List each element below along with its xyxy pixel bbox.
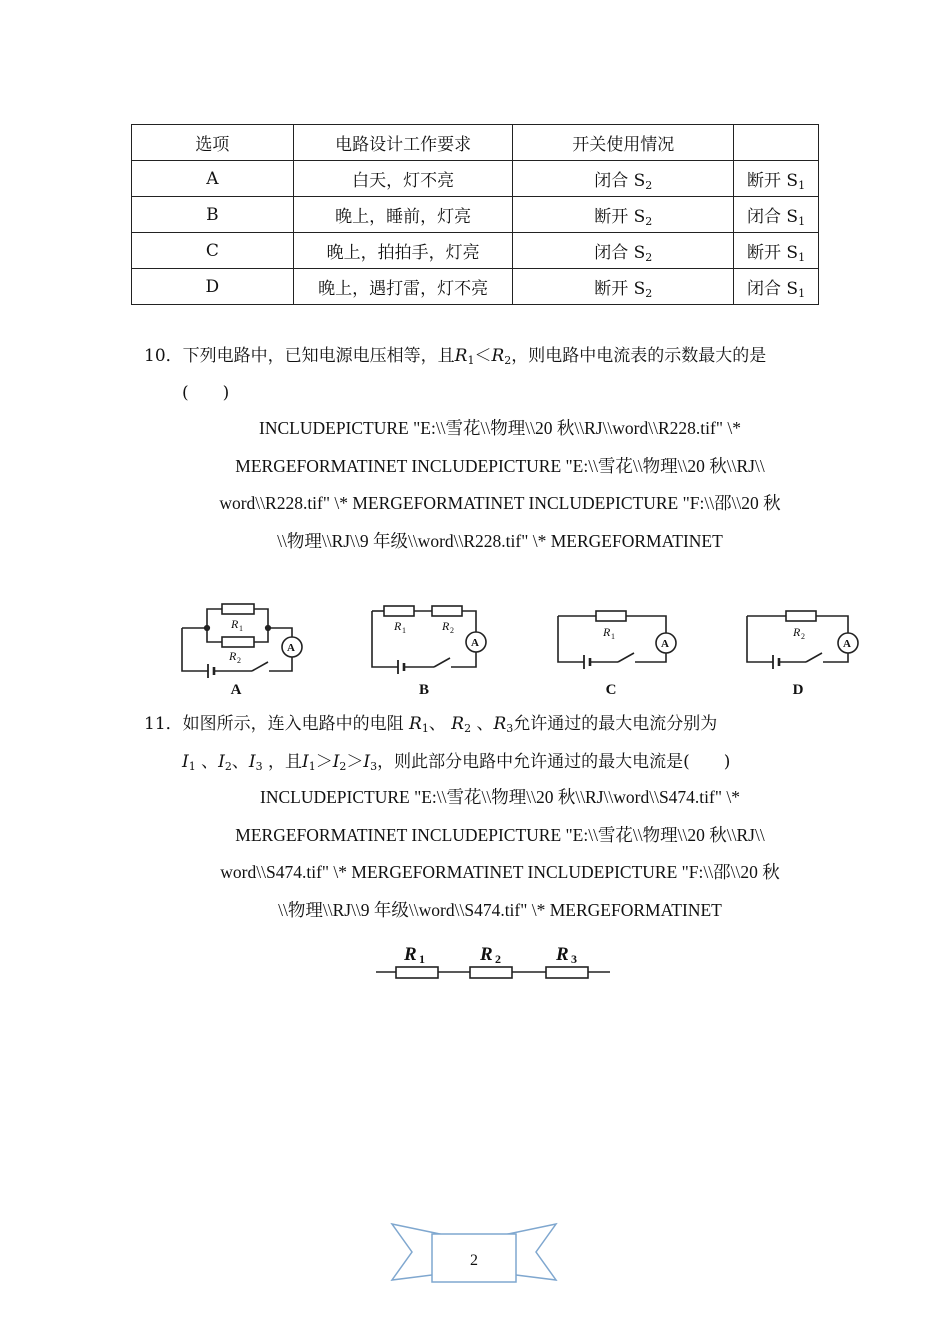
question-11-text: 11．如图所示，连入电路中的电阻 $R_1$、 $R_2$ 、$R_3$允许通过的最大电流分别为 <box>144 714 718 735</box>
switch-s2-cell: 断开 $S_2$ <box>513 197 734 233</box>
question-10-text: 10．下列电路中，已知电源电压相等，且$R_1<R_2$，则电路中电流表的示数最大的是 <box>144 346 767 367</box>
switch-s2-cell: 断开 $S_2$ <box>513 269 734 305</box>
requirement-cell: 白天，灯不亮 <box>293 161 513 197</box>
option-cell: D <box>132 269 294 305</box>
switch-s1-cell: 断开 $S_1$ <box>734 233 819 269</box>
svg-text:3: 3 <box>571 952 577 966</box>
resistor-subscript: 1 <box>611 632 615 641</box>
resistor-subscript: 2 <box>801 632 805 641</box>
ammeter-label: A <box>843 638 851 650</box>
resistor-subscript: 1 <box>239 624 243 633</box>
table-header-row <box>132 125 819 161</box>
include-line: INCLUDEPICTURE "E:\\雪花\\物理\\20 秋\\RJ\\word\\R228.tif" \* <box>259 418 741 438</box>
page-number-ribbon <box>390 1220 558 1286</box>
switch-s2-cell: 闭合 $S_2$ <box>513 233 734 269</box>
circuit-label: D <box>792 682 804 698</box>
page-number: 2 <box>470 1252 478 1269</box>
resistor-label: R <box>442 619 450 633</box>
resistor-label: R <box>394 619 402 633</box>
include-line: \\物理\\RJ\\9 年级\\word\\S474.tif" \* MERGEFORMATINET <box>278 899 722 920</box>
resistor-subscript: 2 <box>495 952 501 966</box>
option-cell: A <box>132 161 294 197</box>
requirement-cell: 晚上，遇打雷，灯不亮 <box>293 269 513 305</box>
option-cell: B <box>132 197 294 233</box>
switch-s1-cell: 闭合 $S_1$ <box>734 197 819 233</box>
resistor-label: R <box>231 617 239 631</box>
circuit-b <box>372 606 486 674</box>
table-row <box>132 197 819 233</box>
q10-circuit-diagrams <box>170 596 870 700</box>
table-header-cell: 选项 <box>132 125 294 161</box>
table-header-cell: 开关使用情况 <box>513 125 734 161</box>
include-line: MERGEFORMATINET INCLUDEPICTURE "E:\\雪花\\物理\\20 秋\\RJ\\ <box>235 824 765 845</box>
table-row <box>132 233 819 269</box>
resistor-label: R <box>603 625 611 639</box>
resistor-label: R <box>229 649 237 663</box>
include-line: word\\S474.tif" \* MERGEFORMATINET INCLUDEPICTURE "F:\\邵\\20 秋 <box>220 862 780 882</box>
include-line: \\物理\\RJ\\9 年级\\word\\R228.tif" \* MERGEFORMATINET <box>277 530 723 551</box>
switch-s2-cell: 闭合 $S_2$ <box>513 161 734 197</box>
requirement-cell: 晚上，睡前，灯亮 <box>293 197 513 233</box>
switch-s1-cell: 断开 $S_1$ <box>734 161 819 197</box>
resistor-label: R <box>556 944 569 965</box>
circuit-label: B <box>418 682 430 698</box>
table-header-cell: 电路设计工作要求 <box>293 125 513 161</box>
resistor-label: R <box>404 944 417 965</box>
circuit-label: C <box>605 682 617 698</box>
ammeter-label: A <box>471 637 479 649</box>
question-10-paren: ( ) <box>182 383 230 403</box>
requirement-cell: 晚上，拍拍手，灯亮 <box>293 233 513 269</box>
q10-include-field <box>170 410 830 560</box>
table-row <box>132 161 819 197</box>
option-cell: C <box>132 233 294 269</box>
resistor-label: R <box>480 944 493 965</box>
circuit-label: A <box>230 682 242 698</box>
circuit-a <box>182 604 302 678</box>
q11-resistor-series <box>374 940 614 984</box>
resistor-subscript: 2 <box>450 626 454 635</box>
q11-include-field <box>170 779 830 929</box>
include-line: MERGEFORMATINET INCLUDEPICTURE "E:\\雪花\\物理\\20 秋\\RJ\\ <box>235 455 765 476</box>
resistor-label: R <box>793 625 801 639</box>
switch-s1-cell: 闭合 $S_1$ <box>734 269 819 305</box>
table-row <box>132 269 819 305</box>
ammeter-label: A <box>661 638 669 650</box>
resistor-subscript: 1 <box>419 952 425 966</box>
question-11-text-2: $I_1$ 、$I_2$、$I_3$ ，且$I_1>I_2>I_3$，则此部分电路中允许通过的最大电流是( ) <box>182 752 731 773</box>
options-table <box>131 124 819 305</box>
include-line: INCLUDEPICTURE "E:\\雪花\\物理\\20 秋\\RJ\\word\\S474.tif" \* <box>260 787 740 807</box>
resistor-subscript: 2 <box>237 656 241 665</box>
include-line: word\\R228.tif" \* MERGEFORMATINET INCLUDEPICTURE "F:\\邵\\20 秋 <box>219 493 781 513</box>
resistor-subscript: 1 <box>402 626 406 635</box>
table-header-cell <box>734 125 819 161</box>
circuit-c <box>558 611 676 669</box>
ammeter-label: A <box>287 642 295 654</box>
